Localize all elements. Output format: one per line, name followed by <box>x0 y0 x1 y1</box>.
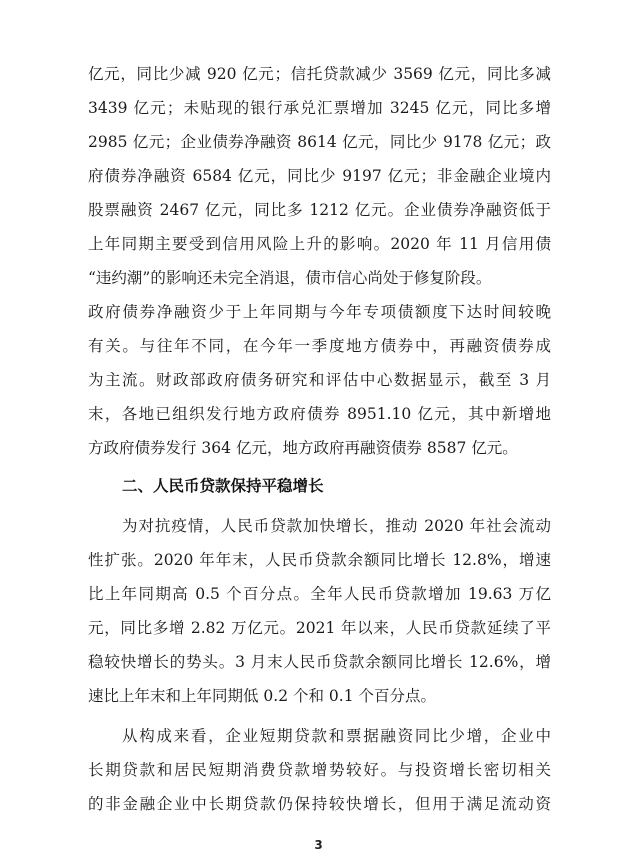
section-heading: 二、人民币贷款保持平稳增长 <box>122 477 324 495</box>
paragraph-1-line-4: 府债券净融资 6584 亿元，同比少 9197 亿元；非金融企业境内 <box>88 167 551 185</box>
paragraph-1-line-8: 政府债券净融资少于上年同期与今年专项债额度下达时间较晚 <box>88 303 551 321</box>
paragraph-1-line-1: 亿元，同比少减 920 亿元；信托贷款减少 3569 亿元，同比多减 <box>88 65 551 83</box>
paragraph-1-line-3: 2985 亿元；企业债券净融资 8614 亿元，同比少 9178 亿元；政 <box>88 133 551 151</box>
paragraph-1-line-10: 为主流。财政部政府债务研究和评估中心数据显示，截至 3 月 <box>88 371 551 389</box>
paragraph-3-line-1: 从构成来看，企业短期贷款和票据融资同比少增，企业中 <box>122 727 551 745</box>
paragraph-2-line-5: 稳较快增长的势头。3 月末人民币贷款余额同比增长 12.6%，增 <box>88 653 551 671</box>
paragraph-2-line-3: 比上年同期高 0.5 个百分点。全年人民币贷款增加 19.63 万亿 <box>88 585 551 603</box>
paragraph-3-line-2: 长期贷款和居民短期消费贷款增势较好。与投资增长密切相关 <box>88 761 551 779</box>
paragraph-1-line-5: 股票融资 2467 亿元，同比多 1212 亿元。企业债券净融资低于 <box>88 201 551 219</box>
page-number: 3 <box>314 838 323 852</box>
paragraph-1-line-11: 末，各地已组织发行地方政府债券 8951.10 亿元，其中新增地 <box>88 405 551 423</box>
paragraph-2-line-2: 性扩张。2020 年年末，人民币贷款余额同比增长 12.8%，增速 <box>88 551 551 569</box>
paragraph-1-line-9: 有关。与往年不同，在今年一季度地方债券中，再融资债券成 <box>88 337 551 355</box>
paragraph-2-line-4: 元，同比多增 2.82 万亿元。2021 年以来，人民币贷款延续了平 <box>88 619 551 637</box>
paragraph-2-line-6: 速比上年末和上年同期低 0.2 个和 0.1 个百分点。 <box>88 687 437 705</box>
paragraph-1-line-6: 上年同期主要受到信用风险上升的影响。2020 年 11 月信用债 <box>88 235 551 253</box>
paragraph-3-line-3: 的非金融企业中长期贷款仍保持较快增长，但用于满足流动资 <box>88 795 551 813</box>
paragraph-1-line-12: 方政府债券发行 364 亿元，地方政府再融资债券 8587 亿元。 <box>88 439 518 457</box>
paragraph-2-line-1: 为对抗疫情，人民币贷款加快增长，推动 2020 年社会流动 <box>122 517 551 535</box>
paragraph-1-line-2: 3439 亿元；未贴现的银行承兑汇票增加 3245 亿元，同比多增 <box>88 99 551 117</box>
paragraph-1-line-7: “违约潮”的影响还未完全消退，债市信心尚处于修复阶段。 <box>88 269 492 287</box>
